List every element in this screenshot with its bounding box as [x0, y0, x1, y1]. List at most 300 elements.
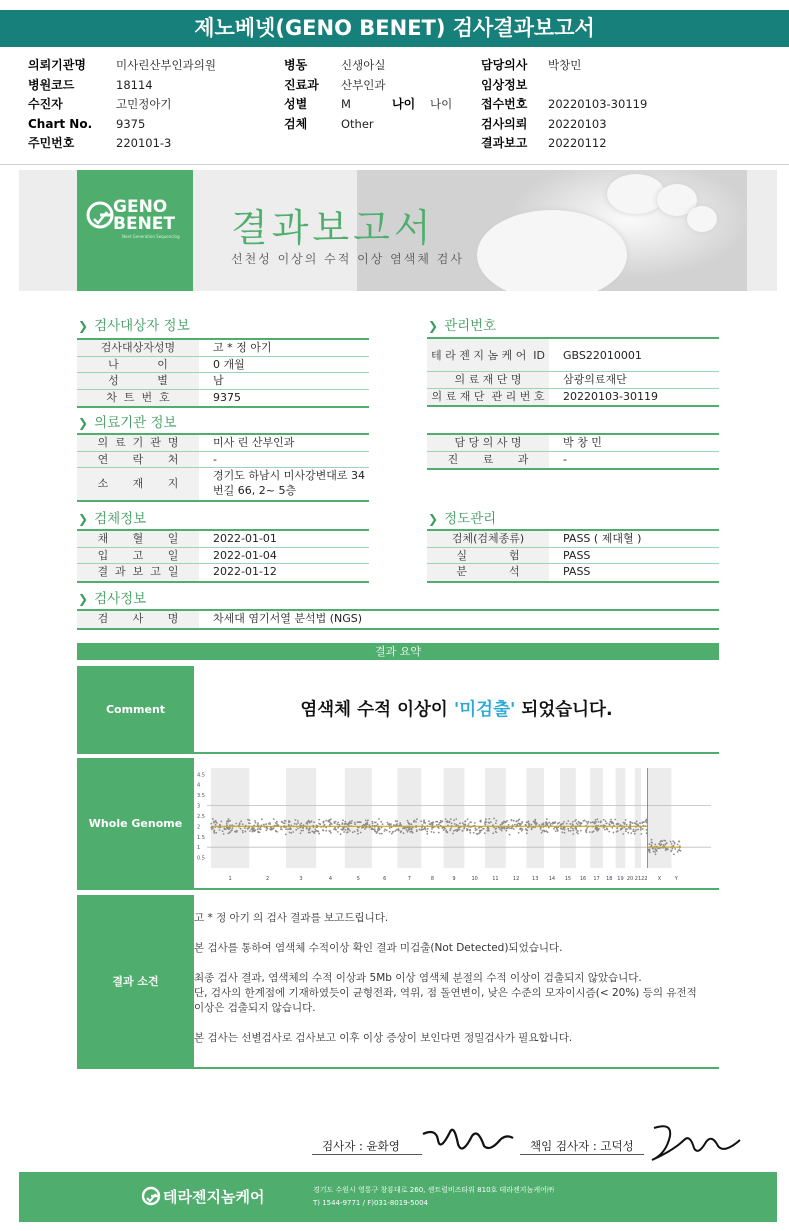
data-point — [519, 819, 521, 821]
chevron-right-icon: ❯ — [428, 512, 439, 526]
data-point — [634, 831, 636, 833]
data-point — [526, 830, 528, 832]
data-point — [521, 830, 523, 832]
data-point — [646, 832, 648, 834]
specimen-table — [77, 529, 369, 583]
data-point — [595, 827, 597, 829]
data-point — [275, 830, 277, 832]
data-point — [674, 848, 676, 850]
data-point — [590, 822, 592, 824]
chief-examiner-line — [520, 1154, 644, 1155]
data-point — [390, 823, 392, 825]
table-row: 나 이 0 개월 — [77, 357, 369, 374]
chromosome-band — [286, 768, 316, 868]
data-point — [342, 827, 344, 829]
data-point — [597, 818, 599, 820]
terragen-logo-icon — [141, 1186, 161, 1206]
data-point — [459, 822, 461, 824]
data-point — [569, 823, 571, 825]
data-point — [672, 840, 674, 842]
data-point — [235, 823, 237, 825]
data-point — [269, 822, 271, 824]
data-point — [245, 831, 247, 833]
chromosome-band — [526, 768, 544, 868]
data-point — [575, 819, 577, 821]
data-point — [635, 823, 637, 825]
data-point — [534, 819, 536, 821]
data-point — [257, 828, 259, 830]
data-point — [346, 832, 348, 834]
data-point — [564, 827, 566, 829]
data-point — [222, 830, 224, 832]
info-row: 결과보고 20220112 — [481, 136, 607, 151]
data-point — [363, 824, 365, 826]
data-point — [294, 823, 296, 825]
data-point — [354, 831, 356, 833]
data-point — [249, 830, 251, 832]
data-point — [334, 827, 336, 829]
data-point — [469, 821, 471, 823]
data-point — [325, 820, 327, 822]
data-point — [663, 844, 665, 846]
data-point — [632, 830, 634, 832]
data-point — [580, 830, 582, 832]
data-point — [424, 828, 426, 830]
data-point — [610, 819, 612, 821]
data-point — [595, 821, 597, 823]
data-point — [443, 829, 445, 831]
data-point — [536, 823, 538, 825]
data-point — [311, 820, 313, 822]
data-point — [575, 827, 577, 829]
info-row: 진료과 산부인과 — [284, 77, 386, 92]
data-point — [651, 842, 653, 844]
chromosome-band — [397, 768, 421, 868]
data-point — [673, 853, 675, 855]
data-point — [521, 821, 523, 823]
data-point — [273, 818, 275, 820]
data-point — [462, 822, 464, 824]
data-point — [349, 821, 351, 823]
data-point — [629, 828, 631, 830]
table-row: 테 라 젠 지 놈 케 어 ID GBS22010001 — [427, 339, 719, 372]
data-point — [438, 827, 440, 829]
data-point — [548, 821, 550, 823]
data-point — [415, 821, 417, 823]
data-point — [451, 823, 453, 825]
data-point — [587, 827, 589, 829]
chief-examiner-signature — [644, 1120, 744, 1166]
x-tick-label: 11 — [492, 876, 499, 882]
data-point — [431, 831, 433, 833]
data-point — [646, 829, 648, 831]
table-row: 의 료 기 관 명 미사 린 산부인과 — [77, 435, 369, 452]
data-point — [399, 823, 401, 825]
data-point — [330, 832, 332, 834]
data-point — [436, 824, 438, 826]
data-point — [429, 823, 431, 825]
data-point — [340, 833, 342, 835]
data-point — [481, 829, 483, 831]
data-point — [450, 818, 452, 820]
data-point — [479, 831, 481, 833]
data-point — [555, 830, 557, 832]
data-point — [420, 820, 422, 822]
info-row: 검체 Other — [284, 116, 374, 131]
data-point — [210, 823, 212, 825]
data-point — [600, 822, 602, 824]
data-point — [242, 823, 244, 825]
data-point — [576, 829, 578, 831]
data-point — [338, 824, 340, 826]
data-point — [322, 830, 324, 832]
data-point — [292, 831, 294, 833]
data-point — [281, 829, 283, 831]
data-point — [375, 822, 377, 824]
data-point — [563, 821, 565, 823]
data-point — [469, 829, 471, 831]
data-point — [398, 828, 400, 830]
chevron-right-icon: ❯ — [428, 319, 439, 333]
data-point — [561, 831, 563, 833]
x-tick-label: 9 — [452, 876, 456, 882]
data-point — [352, 831, 354, 833]
data-point — [677, 851, 679, 853]
data-point — [431, 828, 433, 830]
data-point — [544, 831, 546, 833]
data-point — [654, 844, 656, 846]
data-point — [377, 829, 379, 831]
data-point — [541, 832, 543, 834]
data-point — [635, 829, 637, 831]
data-point — [213, 832, 215, 834]
data-point — [567, 828, 569, 830]
data-point — [365, 823, 367, 825]
data-point — [458, 827, 460, 829]
data-point — [598, 821, 600, 823]
data-point — [616, 827, 618, 829]
data-point — [641, 833, 643, 835]
data-point — [514, 824, 516, 826]
data-point — [364, 828, 366, 830]
data-point — [357, 833, 359, 835]
data-point — [677, 844, 679, 846]
data-point — [671, 850, 673, 852]
data-point — [400, 830, 402, 832]
data-point — [367, 819, 369, 821]
data-point — [465, 820, 467, 822]
data-point — [457, 829, 459, 831]
data-point — [526, 822, 528, 824]
data-point — [431, 822, 433, 824]
data-point — [282, 821, 284, 823]
x-tick-label: 3 — [299, 876, 303, 882]
data-point — [678, 841, 680, 843]
data-point — [229, 820, 231, 822]
data-point — [501, 830, 503, 832]
info-row: 성별 M 나이 나이 — [284, 97, 453, 112]
data-point — [603, 819, 605, 821]
data-point — [562, 823, 564, 825]
data-point — [666, 842, 668, 844]
table-row: 입 고 일 2022-01-04 — [77, 548, 369, 565]
data-point — [653, 851, 655, 853]
data-point — [223, 833, 225, 835]
data-point — [496, 820, 498, 822]
info-row: 수진자 고민정아기 — [28, 97, 172, 112]
data-point — [337, 831, 339, 833]
data-point — [664, 840, 666, 842]
data-point — [271, 828, 273, 830]
data-point — [595, 819, 597, 821]
data-point — [330, 818, 332, 820]
data-point — [239, 822, 241, 824]
info-row: Chart No. 9375 — [28, 116, 146, 131]
data-point — [308, 832, 310, 834]
data-point — [384, 830, 386, 832]
y-tick-label: 2 — [197, 824, 201, 831]
data-point — [654, 851, 656, 853]
data-point — [240, 828, 242, 830]
data-point — [485, 818, 487, 820]
data-point — [576, 831, 578, 833]
data-point — [242, 832, 244, 834]
data-point — [386, 830, 388, 832]
data-point — [492, 832, 494, 834]
chromosome-band — [444, 768, 465, 868]
data-point — [295, 819, 297, 821]
data-point — [580, 823, 582, 825]
data-point — [545, 823, 547, 825]
data-point — [450, 828, 452, 830]
data-point — [649, 848, 651, 850]
data-point — [585, 830, 587, 832]
data-point — [242, 830, 244, 832]
table-row: 결 과 보 고 일 2022-01-12 — [77, 564, 369, 581]
y-tick-label: 3 — [197, 803, 201, 810]
x-tick-label: 19 — [617, 876, 624, 882]
data-point — [533, 821, 535, 823]
data-point — [564, 829, 566, 831]
data-point — [614, 819, 616, 821]
data-point — [485, 821, 487, 823]
data-point — [308, 821, 310, 823]
data-point — [428, 820, 430, 822]
data-point — [374, 829, 376, 831]
data-point — [488, 818, 490, 820]
data-point — [506, 820, 508, 822]
summary-header: 결과 요약 — [77, 643, 719, 660]
data-point — [674, 843, 676, 845]
data-point — [630, 822, 632, 824]
data-point — [416, 829, 418, 831]
x-tick-label: 1 — [228, 876, 232, 882]
data-point — [348, 828, 350, 830]
data-point — [642, 821, 644, 823]
info-row: 의뢰기관명 미사린산부인과의원 — [28, 58, 216, 72]
data-point — [404, 827, 406, 829]
data-point — [464, 824, 466, 826]
data-point — [227, 828, 229, 830]
data-point — [509, 834, 511, 836]
data-point — [263, 824, 265, 826]
data-point — [365, 820, 367, 822]
data-point — [589, 831, 591, 833]
data-point — [317, 830, 319, 832]
data-point — [625, 819, 627, 821]
data-point — [212, 818, 214, 820]
section-title-subject: ❯ 검사대상자 정보 — [78, 318, 190, 334]
data-point — [225, 828, 227, 830]
data-point — [297, 822, 299, 824]
data-point — [557, 830, 559, 832]
data-point — [276, 823, 278, 825]
chromosome-band — [616, 768, 626, 868]
data-point — [288, 820, 290, 822]
data-point — [300, 830, 302, 832]
data-point — [436, 821, 438, 823]
data-point — [511, 820, 513, 822]
data-point — [606, 822, 608, 824]
data-point — [254, 820, 256, 822]
section-title-management: ❯ 관리번호 — [428, 318, 497, 334]
data-point — [588, 821, 590, 823]
data-point — [511, 827, 513, 829]
data-point — [377, 823, 379, 825]
chromosome-band — [560, 768, 576, 868]
chevron-right-icon: ❯ — [78, 592, 89, 606]
data-point — [531, 824, 533, 826]
data-point — [302, 827, 304, 829]
data-point — [449, 830, 451, 832]
data-point — [478, 827, 480, 829]
data-point — [639, 822, 641, 824]
data-point — [384, 829, 386, 831]
data-point — [593, 823, 595, 825]
data-point — [560, 823, 562, 825]
section-title-test: ❯ 검사정보 — [78, 591, 147, 607]
data-point — [289, 832, 291, 834]
data-point — [392, 831, 394, 833]
data-point — [625, 828, 627, 830]
data-point — [607, 829, 609, 831]
data-point — [228, 818, 230, 820]
data-point — [220, 821, 222, 823]
data-point — [649, 843, 651, 845]
data-point — [528, 824, 530, 826]
data-point — [609, 821, 611, 823]
info-column-1 — [28, 56, 278, 154]
data-point — [255, 822, 257, 824]
data-point — [406, 829, 408, 831]
data-point — [605, 820, 607, 822]
data-point — [427, 828, 429, 830]
data-point — [587, 823, 589, 825]
comment-block — [77, 666, 719, 754]
table-row: 의 료 재 단 관 리 번 호 20220103-30119 — [427, 389, 719, 406]
data-point — [495, 822, 497, 824]
data-point — [372, 823, 374, 825]
data-point — [452, 833, 454, 835]
data-point — [568, 830, 570, 832]
data-point — [249, 823, 251, 825]
data-point — [335, 829, 337, 831]
subject-table — [77, 338, 369, 408]
data-point — [360, 832, 362, 834]
table-row: 검체(검체종류) PASS ( 제대혈 ) — [427, 531, 719, 548]
data-point — [226, 821, 228, 823]
data-point — [592, 821, 594, 823]
data-point — [626, 824, 628, 826]
examiner-signature — [418, 1122, 518, 1162]
data-point — [412, 832, 414, 834]
data-point — [422, 829, 424, 831]
data-point — [288, 824, 290, 826]
findings-text: 고 * 정 아기 의 검사 결과를 보고드립니다. 본 검사를 통하여 염색체 수적이상 확인 결과 미검출(Not Detected)되었습니다. 최종 검사 결과, 염색체의 수적 이상과 5Mb 이상 염색체 분절의 수적 이상이 검출되지 않았습니다. 단, 검사의 한계점에 기재하였듯이 균형전좌, 역위, 점 돌연변이, 낮은 수준의 모자이시즘(< 20%) 등의 유전적 이상은 검출되지 않습니다. 본 검사는 선별검사로 검사보고 이후 이상 증상이 보인다면 정밀검사가 필요합니다. — [194, 912, 697, 1044]
chromosome-band — [590, 768, 603, 868]
data-point — [226, 823, 228, 825]
data-point — [260, 828, 262, 830]
data-point — [289, 827, 291, 829]
data-point — [603, 827, 605, 829]
data-point — [360, 821, 362, 823]
data-point — [257, 822, 259, 824]
data-point — [482, 828, 484, 830]
x-tick-label: 8 — [430, 876, 435, 882]
findings-label: 결과 소견 — [77, 895, 194, 1067]
data-point — [611, 827, 613, 829]
data-point — [495, 827, 497, 829]
doctor-table — [427, 433, 719, 470]
data-point — [308, 828, 310, 830]
report-title: 제노베넷(GENO BENET) 검사결과보고서 — [0, 10, 789, 47]
x-tick-label: 7 — [407, 876, 411, 882]
data-point — [354, 822, 356, 824]
data-point — [609, 824, 611, 826]
data-point — [655, 849, 657, 851]
data-point — [634, 833, 636, 835]
data-point — [378, 818, 380, 820]
data-point — [578, 821, 580, 823]
data-point — [484, 824, 486, 826]
data-point — [408, 829, 410, 831]
data-point — [542, 824, 544, 826]
data-point — [375, 831, 377, 833]
data-point — [432, 821, 434, 823]
data-point — [651, 839, 653, 841]
data-point — [572, 821, 574, 823]
table-row: 차 트 번 호 9375 — [77, 390, 369, 407]
data-point — [513, 828, 515, 830]
data-point — [300, 822, 302, 824]
data-point — [554, 821, 556, 823]
data-point — [476, 833, 478, 835]
examiner-line — [312, 1154, 422, 1155]
data-point — [329, 824, 331, 826]
info-column-3 — [481, 56, 741, 154]
data-point — [484, 832, 486, 834]
data-point — [349, 830, 351, 832]
chromosome-band — [345, 768, 372, 868]
table-row: 검 사 명 차세대 염기서열 분석법 (NGS) — [77, 611, 719, 628]
chromosome-band — [648, 768, 672, 868]
x-tick-label: 22 — [641, 876, 648, 882]
data-point — [616, 823, 618, 825]
data-point — [518, 832, 520, 834]
data-point — [213, 829, 215, 831]
footer-address: 경기도 수원시 영통구 창룡대로 260, 센트럴비즈타워 810호 테라젠지놈케어㈜ T) 1544-9771 / F)031-8019-5004 — [313, 1186, 554, 1207]
data-point — [506, 828, 508, 830]
